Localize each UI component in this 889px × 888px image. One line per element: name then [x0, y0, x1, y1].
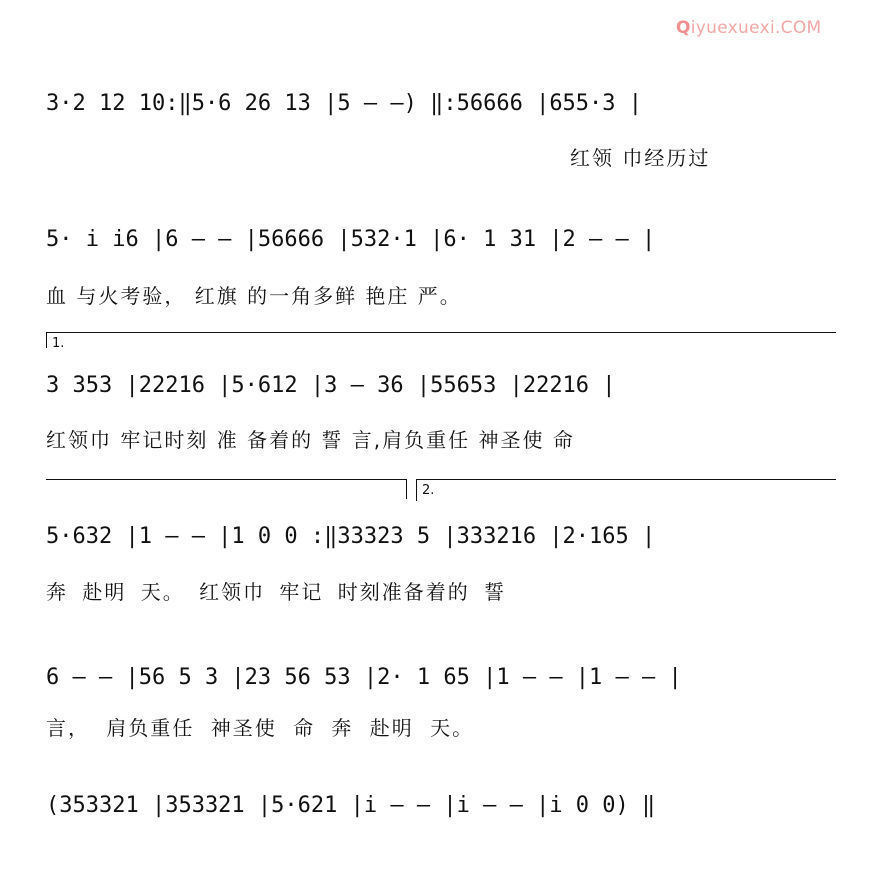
volta-2-label: 2. [422, 483, 435, 498]
volta-1-bracket-line [46, 332, 836, 333]
watermark [676, 18, 822, 38]
volta-1-label: 1. [52, 336, 65, 351]
volta-1-bracket-start [46, 332, 47, 348]
volta-2-bracket-line [416, 479, 836, 480]
notation-system-6: (353321 |353321 |5·621 |i – – |i – – |i 0 0) ‖ [46, 792, 656, 818]
volta-1-bracket-continuation [46, 479, 406, 480]
notation-system-4: 5·632 |1 – – |1 0 0 :‖33323 5 |333216 |2·165 | [46, 523, 656, 549]
lyric-line-3: 红领巾 牢记时刻 准 备着的 誓 言,肩负重任 神圣使 命 [46, 428, 575, 452]
watermark-text: iyuexuexi.COM [690, 18, 822, 38]
volta-1-bracket-end [406, 479, 407, 499]
lyric-line-2: 血 与火考验， 红旗 的一角多鲜 艳庄 严。 [46, 284, 462, 308]
lyric-line-5: 言， 肩负重任 神圣使 命 奔 赴明 天。 [46, 716, 475, 740]
lyric-line-4: 奔 赴明 天。 红领巾 牢记 时刻准备着的 誓 [46, 580, 507, 604]
notation-system-2: 5· i i6 |6 – – |56666 |532·1 |6· 1 31 |2 – – | [46, 226, 656, 252]
watermark-logo-icon: Q [676, 18, 691, 38]
notation-system-5: 6 – – |56 5 3 |23 56 53 |2· 1 65 |1 – – |1 – – | [46, 664, 682, 690]
lyric-line-1: 红领 巾经历过 [570, 146, 711, 170]
notation-system-3: 3 353 |22216 |5·612 |3 – 36 |55653 |22216 | [46, 372, 616, 398]
notation-system-1: 3·2 12 10:‖5·6 26 13 |5 – –) ‖:56666 |655·3 | [46, 90, 643, 116]
volta-2-bracket-start [416, 479, 417, 501]
